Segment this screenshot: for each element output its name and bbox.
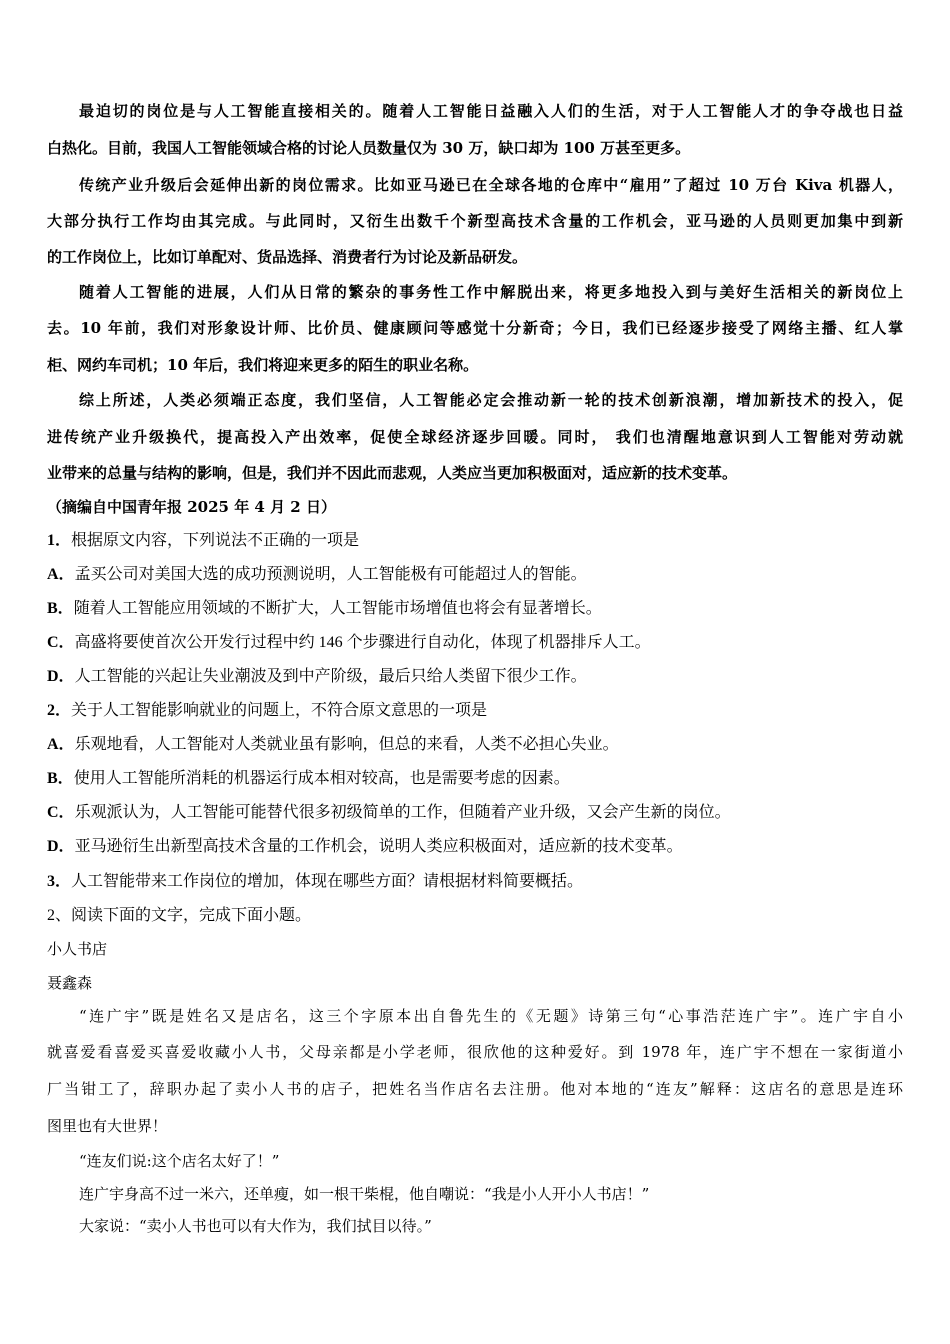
p3-line-2: 去。10 年前，我们对形象设计师、比价员、健康顾问等感觉十分新奇；今日，我们已经逐步接受了网络主播、红人掌 [47, 319, 903, 337]
option-label: D． [47, 668, 75, 685]
question-2-stem: 关于人工智能影响就业的问题上，不符合原文意思的一项是 [71, 702, 488, 719]
option-label: C． [47, 804, 75, 821]
question-1-stem: 根据原文内容，下列说法不正确的一项是 [71, 532, 360, 549]
q1-option-b [47, 598, 903, 620]
option-text: 人工智能的兴起让失业潮波及到中产阶级，最后只给人类留下很少工作。 [74, 668, 587, 685]
story-dialogue-2: 连广宇身高不过一米六，还单瘦，如一根干柴棍，他自嘲说：“我是小人开小人书店！” [79, 1185, 650, 1203]
q2-option-d [47, 836, 903, 858]
option-text: 使用人工智能所消耗的机器运行成本相对较高，也是需要考虑的因素。 [73, 770, 570, 787]
q1-option-a [47, 564, 903, 586]
question-3-number: 3． [47, 873, 72, 890]
option-label: B． [47, 600, 74, 617]
p3-line-1: 随着人工智能的进展，人们从日常的繁杂的事务性工作中解脱出来，将更多地投入到与美好生活相关的新岗位上 [79, 283, 903, 301]
question-2 [47, 700, 903, 722]
p2-line-3: 的工作岗位上，比如订单配对、货品选择、消费者行为讨论及新品研发。 [47, 248, 528, 266]
option-text: 乐观派认为，人工智能可能替代很多初级简单的工作，但随着产业升级，又会产生新的岗位。 [74, 804, 731, 821]
story-title: 小人书店 [47, 940, 108, 958]
question-3-stem: 人工智能带来工作岗位的增加，体现在哪些方面？请根据材料简要概括。 [71, 873, 584, 890]
option-label: A． [47, 566, 75, 583]
q1-option-d [47, 666, 903, 688]
option-label: D． [47, 838, 75, 855]
q1-option-c [47, 632, 903, 654]
question-2-number: 2． [47, 702, 72, 719]
p3-line-3: 柜、网约车司机；10 年后，我们将迎来更多的陌生的职业名称。 [47, 356, 479, 374]
q2-option-b [47, 768, 903, 790]
option-text: 孟买公司对美国大选的成功预测说明，人工智能极有可能超过人的智能。 [74, 566, 587, 583]
source-citation: （摘编自中国青年报 2025 年 4 月 2 日） [47, 498, 336, 516]
question-1 [47, 530, 903, 552]
story-dialogue-3: 大家说：“卖小人书也可以有大作为，我们拭目以待。” [79, 1217, 432, 1235]
story-p1-line-4: 图里也有大世界！ [47, 1117, 168, 1135]
story-author: 聂鑫森 [47, 974, 93, 992]
option-text: 亚马逊衍生出新型高技术含量的工作机会，说明人类应积极面对，适应新的技术变革。 [74, 838, 683, 855]
option-text: 随着人工智能应用领域的不断扩大，人工智能市场增值也将会有显著增长。 [73, 600, 602, 617]
story-p1-line-2: 就喜爱看喜爱买喜爱收藏小人书，父母亲都是小学老师，很欣他的这种爱好。到 1978 年，连广宇不想在一家街道小 [47, 1043, 903, 1061]
p1-line-2: 白热化。目前，我国人工智能领域合格的讨论人员数量仅为 30 万，缺口却为 100 万甚至更多。 [47, 139, 691, 157]
option-label: B． [47, 770, 74, 787]
option-text: 高盛将要使首次公开发行过程中约 146 个步骤进行自动化，体现了机器排斥人工。 [74, 634, 651, 651]
p1-line-1: 最迫切的岗位是与人工智能直接相关的。随着人工智能日益融入人们的生活，对于人工智能人才的争夺战也日益 [79, 102, 903, 120]
p4-line-1: 综上所述，人类必须端正态度，我们坚信，人工智能必定会推动新一轮的技术创新浪潮，增加新技术的投入，促 [79, 391, 903, 409]
p4-line-3: 业带来的总量与结构的影响，但是，我们并不因此而悲观，人类应当更加积极面对，适应新的技术变革。 [47, 464, 738, 482]
option-label: A． [47, 736, 75, 753]
story-p1-line-1: “连广宇”既是姓名又是店名，这三个字原本出自鲁先生的《无题》诗第三句“心事浩茫连广宇”。连广宇自小 [79, 1007, 903, 1025]
question-3 [47, 871, 903, 893]
option-text: 乐观地看，人工智能对人类就业虽有影响，但总的来看，人类不必担心失业。 [74, 736, 619, 753]
question-1-number: 1． [47, 532, 72, 549]
q2-option-c [47, 802, 903, 824]
p4-line-2: 进传统产业升级换代，提高投入产出效率，促使全球经济逐步回暖。同时， 我们也清醒地意识到人工智能对劳动就 [47, 428, 903, 446]
story-p1-line-3: 厂当钳工了，辞职办起了卖小人书的店子，把姓名当作店名去注册。他对本地的“连友”解释：这店名的意思是连环 [47, 1080, 903, 1098]
p2-line-1: 传统产业升级后会延伸出新的岗位需求。比如亚马逊已在全球各地的仓库中“雇用”了超过 10 万台 Kiva 机器人， [79, 176, 903, 194]
p2-line-2: 大部分执行工作均由其完成。与此同时，又衍生出数千个新型高技术含量的工作机会，亚马逊的人员则更加集中到新 [47, 212, 903, 230]
section-2-intro: 2、阅读下面的文字，完成下面小题。 [47, 907, 312, 924]
story-dialogue-1: “连友们说:这个店名太好了！” [79, 1152, 280, 1170]
option-label: C． [47, 634, 75, 651]
q2-option-a [47, 734, 903, 756]
